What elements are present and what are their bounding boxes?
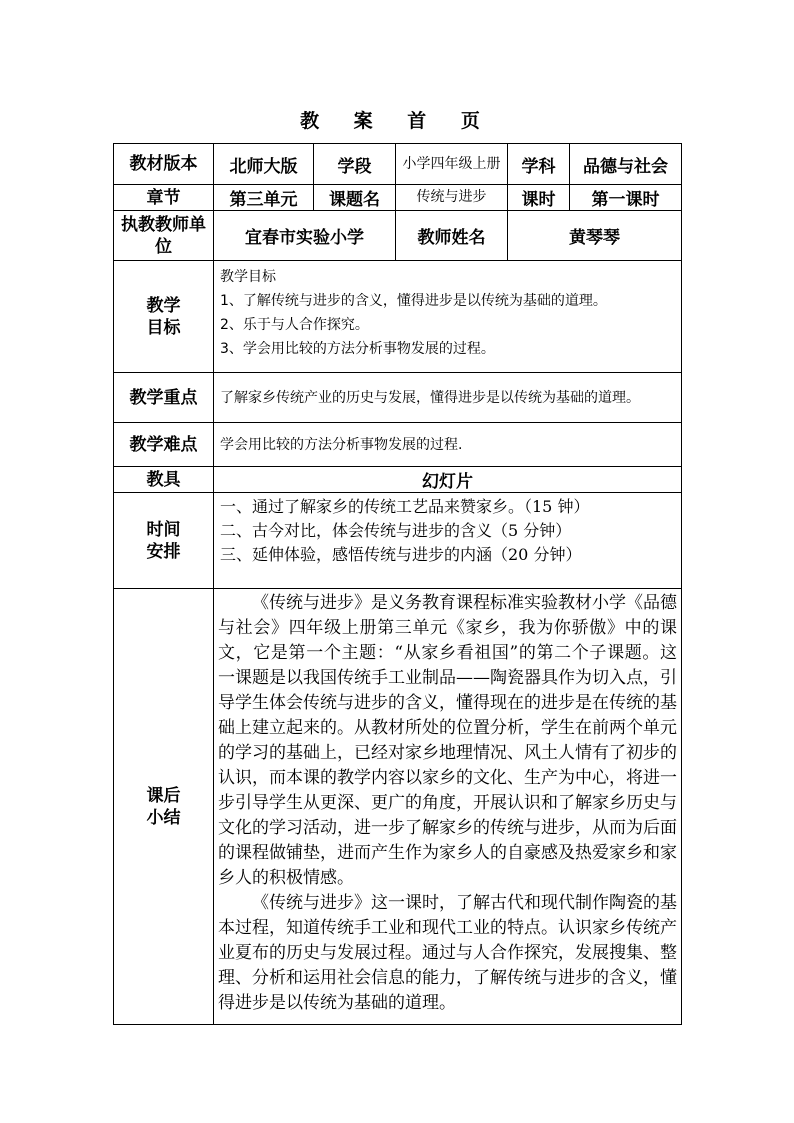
goals-label: [114, 261, 214, 373]
key-points-text: 了解家乡传统产业的历史与发展，懂得进步是以传统为基础的道理。: [214, 373, 682, 423]
edition-label: 教材版本: [114, 144, 214, 185]
goals-line: 3、学会用比较的方法分析事物发展的过程。: [220, 341, 495, 357]
teacher-label: 教师姓名: [396, 211, 508, 261]
summary-clip: [218, 591, 677, 1021]
row-goals: [114, 261, 682, 373]
chapter-label: 章节: [114, 185, 214, 211]
goals-line: 2、乐于与人合作探究。: [220, 317, 369, 333]
period-value: 第一课时: [570, 185, 682, 211]
row-schedule: [114, 493, 682, 589]
schedule-label: [114, 493, 214, 589]
subject-value: 品德与社会: [570, 144, 682, 185]
edition-value: 北师大版: [214, 144, 314, 185]
summary-paragraph: 《传统与进步》是义务教育课程标准实验教材小学《品德与社会》四年级上册第三单元《家乡，我为你骄傲》中的课文，它是第一个主题：“从家乡看祖国”的第二个子课题。这一课题是以我国传统手工业制品——陶瓷器具作为切入点，引导学生体会传统与进步的含义，懂得现在的进步是在传统的基础上建立起来的。从教材所处的位置分析，学生在前两个单元的学习的基础上，已经对家乡地理情况、风土人情有了初步的认识，而本课的教学内容以家乡的文化、生产为中心，将进一步引导学生从更深、更广的角度，开展认识和了解家乡历史与文化的学习活动，进一步了解家乡的传统与进步，从而为后面的课程做铺垫，进而产生作为家乡人的自豪感及热爱家乡和家乡人的积极情感。: [218, 593, 677, 888]
difficulties-label: 教学难点: [114, 423, 214, 467]
row-difficulties: [114, 423, 682, 467]
schedule-content: [214, 493, 682, 589]
period-label: 课时: [508, 185, 570, 211]
teacher-value: 黄琴琴: [508, 211, 682, 261]
subject-label: 学科: [508, 144, 570, 185]
schedule-line: 一、通过了解家乡的传统工艺品来赞家乡。（15 钟）: [220, 497, 590, 516]
summary-label-line2: 小结: [146, 807, 181, 828]
summary-content: [214, 589, 682, 1025]
goals-label-line1: 教学: [146, 295, 181, 316]
row-key-points: [114, 373, 682, 423]
schedule-label-line1: 时间: [146, 519, 181, 540]
summary-paragraph: 《传统与进步》这一课时，了解古代和现代制作陶瓷的基本过程，知道传统手工业和现代工业的特点。认识家乡传统产业夏布的历史与发展过程。通过与人合作探究，发展搜集、整理、分析和运用社会信息的能力，了解传统与进步的含义，懂得进步是以传统为基础的道理。: [218, 893, 677, 1013]
page-title: 教 案 首 页: [300, 110, 494, 132]
lesson-plan-table: [113, 143, 682, 1025]
goals-line: 1、了解传统与进步的含义，懂得进步是以传统为基础的道理。: [220, 293, 607, 309]
unit-label: 执教教师单位: [114, 211, 214, 261]
stage-label: 学段: [314, 144, 396, 185]
goals-label-line2: 目标: [146, 317, 181, 338]
stage-value: 小学四年级上册: [396, 144, 508, 185]
row-summary: [114, 589, 682, 1025]
row-edition: [114, 144, 682, 185]
difficulties-text: 学会用比较的方法分析事物发展的过程.: [214, 423, 682, 467]
row-chapter: [114, 185, 682, 211]
summary-label: [114, 589, 214, 1025]
topic-value: 传统与进步: [396, 185, 508, 211]
goals-line: 教学目标: [220, 269, 276, 285]
tools-label: 教具: [114, 467, 214, 493]
schedule-label-line2: 安排: [146, 541, 181, 562]
chapter-value: 第三单元: [214, 185, 314, 211]
key-points-label: 教学重点: [114, 373, 214, 423]
summary-label-line1: 课后: [146, 785, 181, 806]
tools-value: 幻灯片: [214, 467, 682, 493]
unit-value: 宜春市实验小学: [214, 211, 396, 261]
topic-label: 课题名: [314, 185, 396, 211]
schedule-line: 二、古今对比，体会传统与进步的含义（5 分钟）: [220, 521, 572, 540]
row-tools: [114, 467, 682, 493]
goals-content: [214, 261, 682, 373]
row-unit: [114, 211, 682, 261]
schedule-line: 三、延伸体验，感悟传统与进步的内涵（20 分钟）: [220, 545, 582, 564]
